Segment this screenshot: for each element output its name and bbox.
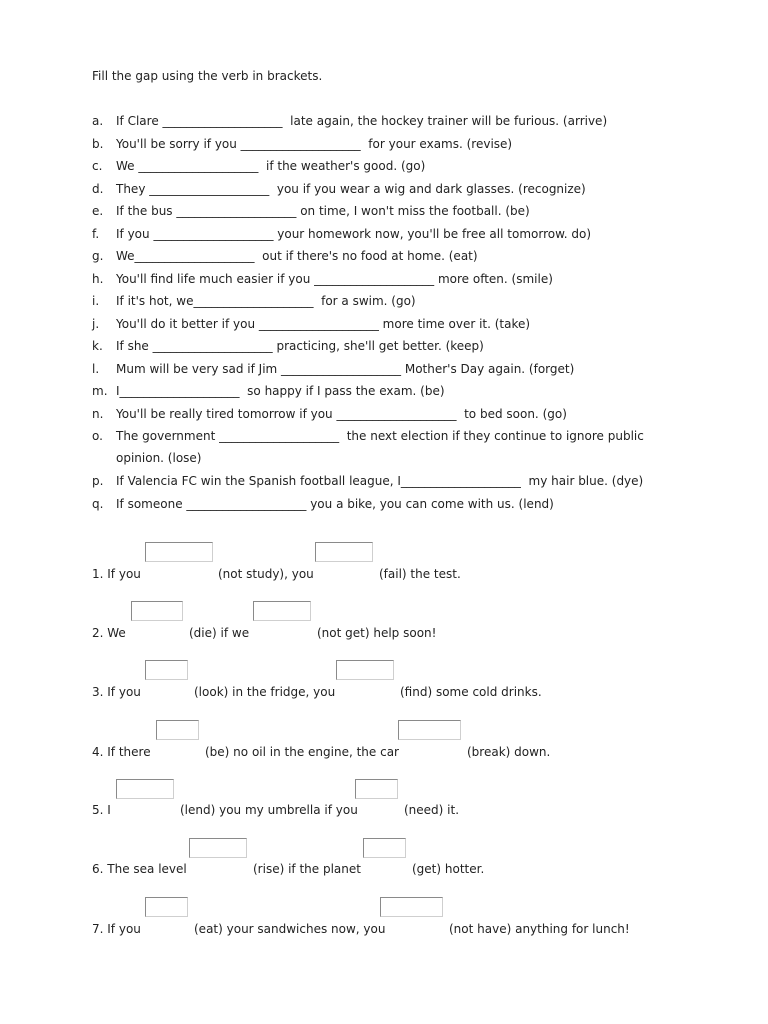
list-item [92, 228, 692, 251]
list-item [92, 183, 692, 206]
item-letter: c. [92, 159, 103, 173]
list-item [92, 115, 692, 138]
answer-input-6a[interactable] [189, 838, 247, 858]
instruction-text: Fill the gap using the verb in brackets. [92, 69, 323, 83]
sentence-5-part-1: 5. I [92, 803, 111, 817]
sentence-2-part-1: 2. We [92, 626, 126, 640]
sentence-3-part-3: (find) some cold drinks. [400, 685, 542, 699]
item-letter: q. [92, 496, 104, 511]
item-text: We ____________________ if the weather's good. (go) [116, 159, 426, 173]
item-letter: g. [92, 249, 104, 263]
item-text-continued: opinion. (lose) [116, 451, 202, 465]
sentence-4-part-3: (break) down. [467, 745, 551, 759]
answer-input-3a[interactable] [145, 660, 188, 680]
item-letter: f. [92, 226, 100, 241]
list-item [92, 475, 692, 498]
lettered-exercise-list [92, 115, 692, 520]
list-item [92, 160, 692, 183]
list-item [92, 498, 692, 521]
item-letter: i. [92, 294, 100, 308]
sentence-6-part-2: (rise) if the planet [253, 862, 361, 876]
item-text: I____________________ so happy if I pass the exam. (be) [116, 384, 445, 398]
sentence-5-part-3: (need) it. [404, 803, 460, 817]
item-letter: m. [92, 384, 108, 398]
item-text: If someone ____________________ you a bike, you can come with us. (lend) [116, 496, 554, 511]
list-item [92, 385, 692, 408]
answer-input-3b[interactable] [336, 660, 394, 680]
item-text: You'll be really tired tomorrow if you ____________________ to bed soon. (go) [116, 406, 567, 421]
item-text: If you ____________________ your homework now, you'll be free all tomorrow. do) [116, 226, 592, 241]
list-item [92, 295, 692, 318]
answer-input-1a[interactable] [145, 542, 213, 562]
sentence-2-part-2: (die) if we [189, 626, 250, 640]
answer-input-7b[interactable] [380, 897, 443, 917]
sentence-7-part-2: (eat) your sandwiches now, you [194, 922, 386, 936]
list-item [92, 250, 692, 273]
list-item [92, 340, 692, 363]
sentence-4-part-2: (be) no oil in the engine, the car [205, 745, 399, 759]
sentence-3-part-1: 3. If you [92, 685, 141, 699]
item-text: If Valencia FC win the Spanish football league, I____________________ my hair blue. (dye) [116, 474, 644, 488]
item-text: You'll do it better if you ____________________ more time over it. (take) [116, 316, 531, 331]
item-letter: j. [92, 316, 100, 331]
item-text: They ____________________ you if you wear a wig and dark glasses. (recognize) [116, 181, 586, 196]
item-letter: h. [92, 271, 104, 286]
list-item [92, 318, 692, 341]
list-item [92, 430, 692, 475]
list-item [92, 138, 692, 161]
item-text: Mum will be very sad if Jim ____________________ Mother's Day again. (forget) [116, 361, 575, 376]
item-letter: p. [92, 474, 104, 488]
item-text: You'll be sorry if you ____________________ for your exams. (revise) [116, 136, 513, 151]
item-text: The government ____________________ the next election if they continue to ignore public [116, 429, 644, 443]
sentence-7-part-1: 7. If you [92, 922, 141, 936]
item-text: You'll find life much easier if you ____________________ more often. (smile) [116, 271, 553, 286]
sentence-2-part-3: (not get) help soon! [317, 626, 437, 640]
sentence-1-part-1: 1. If you [92, 567, 141, 581]
item-text: If she ____________________ practicing, she'll get better. (keep) [116, 339, 484, 353]
item-text: If the bus ____________________ on time, I won't miss the football. (be) [116, 204, 530, 218]
sentence-1-part-2: (not study), you [218, 567, 314, 581]
answer-input-6b[interactable] [363, 838, 406, 858]
answer-input-1b[interactable] [315, 542, 373, 562]
sentence-6-part-1: 6. The sea level [92, 862, 187, 876]
item-letter: n. [92, 406, 104, 421]
item-letter: a. [92, 114, 104, 128]
item-letter: o. [92, 429, 103, 443]
list-item [92, 408, 692, 431]
list-item [92, 273, 692, 296]
sentence-6-part-3: (get) hotter. [412, 862, 485, 876]
item-text: If it's hot, we____________________ for a swim. (go) [116, 294, 416, 308]
item-letter: e. [92, 204, 104, 218]
answer-input-4b[interactable] [398, 720, 461, 740]
item-text: If Clare ____________________ late again, the hockey trainer will be furious. (arrive) [116, 114, 608, 128]
item-text: We____________________ out if there's no food at home. (eat) [116, 249, 478, 263]
sentence-7-part-3: (not have) anything for lunch! [449, 922, 630, 936]
list-item [92, 205, 692, 228]
sentence-5-part-2: (lend) you my umbrella if you [180, 803, 358, 817]
sentence-4-part-1: 4. If there [92, 745, 151, 759]
item-letter: d. [92, 181, 104, 196]
answer-input-4a[interactable] [156, 720, 199, 740]
sentence-1-part-3: (fail) the test. [379, 567, 461, 581]
answer-input-5a[interactable] [116, 779, 174, 799]
answer-input-2b[interactable] [253, 601, 311, 621]
item-letter: l. [92, 361, 100, 376]
answer-input-2a[interactable] [131, 601, 183, 621]
item-letter: b. [92, 136, 104, 151]
item-letter: k. [92, 339, 103, 353]
list-item [92, 363, 692, 386]
answer-input-7a[interactable] [145, 897, 188, 917]
sentence-3-part-2: (look) in the fridge, you [194, 685, 336, 699]
answer-input-5b[interactable] [355, 779, 398, 799]
